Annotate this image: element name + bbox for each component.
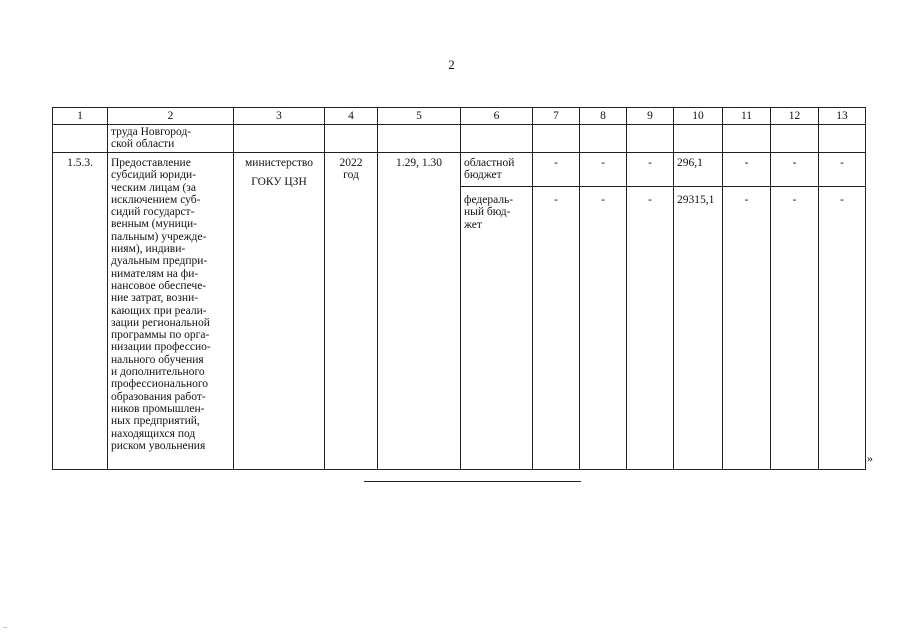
value-cell: - bbox=[723, 153, 771, 187]
text-line: программы по орга- bbox=[111, 329, 210, 342]
continuation-row bbox=[53, 125, 866, 153]
text-line: ческим лицам (за bbox=[111, 181, 196, 194]
text-line: профессионального bbox=[111, 378, 209, 391]
closing-quote-mark: » bbox=[867, 451, 873, 465]
column-number: 5 bbox=[378, 108, 461, 125]
text-line: ние затрат, возни- bbox=[111, 292, 199, 305]
empty-cell bbox=[533, 125, 580, 153]
text-line: находящихся под bbox=[111, 427, 196, 440]
text-line: пальным) учрежде- bbox=[111, 230, 207, 243]
text-line: труда Новгород- bbox=[111, 126, 192, 138]
column-number: 3 bbox=[234, 108, 325, 125]
text-line: кающих при реали- bbox=[111, 304, 207, 317]
column-numbers-row bbox=[53, 108, 866, 125]
column-number: 6 bbox=[461, 108, 533, 125]
text-line: венным (муници- bbox=[111, 218, 197, 231]
text-line: дуальным предпри- bbox=[111, 255, 208, 268]
value-cell: - bbox=[771, 153, 819, 187]
page-number: 2 bbox=[448, 57, 455, 72]
value-cell: - bbox=[771, 187, 819, 470]
executor-cell bbox=[234, 153, 325, 470]
text-line: областной bbox=[464, 157, 515, 169]
value-cell: - bbox=[819, 187, 866, 470]
continued-description-cell bbox=[108, 125, 234, 153]
column-number: 9 bbox=[627, 108, 674, 125]
value-cell: - bbox=[627, 187, 674, 470]
empty-cell bbox=[674, 125, 723, 153]
text-line: и дополнительного bbox=[111, 366, 205, 379]
column-number: 8 bbox=[580, 108, 627, 125]
value-cell: 29315,1 bbox=[674, 187, 723, 470]
period-cell bbox=[325, 153, 378, 470]
column-number: 1 bbox=[53, 108, 108, 125]
executor-ministry: министерство bbox=[245, 157, 313, 169]
value-cell: 296,1 bbox=[674, 153, 723, 187]
empty-cell bbox=[723, 125, 771, 153]
column-number: 12 bbox=[771, 108, 819, 125]
value-cell: - bbox=[819, 153, 866, 187]
value-cell: - bbox=[723, 187, 771, 470]
column-number: 4 bbox=[325, 108, 378, 125]
item-row-regional-budget bbox=[53, 153, 866, 187]
executor-employment-center: ГОКУ ЦЗН bbox=[251, 176, 307, 189]
text-line: нального обучения bbox=[111, 353, 204, 366]
program-activities-table bbox=[52, 107, 866, 470]
column-number: 2 bbox=[108, 108, 234, 125]
text-line: ных предприятий, bbox=[111, 415, 200, 428]
column-number: 11 bbox=[723, 108, 771, 125]
text-line: образования работ- bbox=[111, 390, 206, 403]
item-number: 1.5.3. bbox=[53, 153, 108, 470]
period-year: 2022 bbox=[339, 157, 363, 169]
column-number: 7 bbox=[533, 108, 580, 125]
empty-cell bbox=[771, 125, 819, 153]
column-number: 13 bbox=[819, 108, 866, 125]
text-line: субсидий юриди- bbox=[111, 169, 197, 182]
empty-cell bbox=[378, 125, 461, 153]
empty-cell bbox=[234, 125, 325, 153]
empty-cell bbox=[325, 125, 378, 153]
value-cell: - bbox=[533, 187, 580, 470]
end-divider bbox=[364, 481, 581, 482]
text-line: исключением суб- bbox=[111, 193, 201, 206]
period-unit: год bbox=[343, 169, 359, 182]
scan-speck bbox=[3, 627, 7, 628]
item-description bbox=[108, 153, 234, 470]
funding-source-cell bbox=[461, 153, 533, 187]
empty-cell bbox=[819, 125, 866, 153]
value-cell: - bbox=[533, 153, 580, 187]
funding-source-cell bbox=[461, 187, 533, 470]
value-cell: - bbox=[580, 187, 627, 470]
text-line: ный бюд- bbox=[464, 206, 511, 219]
text-line: бюджет bbox=[464, 169, 502, 182]
text-line: сидий государст- bbox=[111, 206, 195, 219]
text-line: нансовое обеспече- bbox=[111, 279, 207, 292]
text-line: низации профессио- bbox=[111, 341, 211, 354]
text-line: нимателям на фи- bbox=[111, 267, 199, 280]
text-line: зации региональной bbox=[111, 316, 210, 329]
text-line: ников промышлен- bbox=[111, 402, 205, 415]
empty-cell bbox=[580, 125, 627, 153]
indicators-cell: 1.29, 1.30 bbox=[378, 153, 461, 470]
value-cell: - bbox=[580, 153, 627, 187]
text-line: ской области bbox=[111, 138, 175, 151]
empty-cell bbox=[627, 125, 674, 153]
column-number: 10 bbox=[674, 108, 723, 125]
text-line: ниям), индиви- bbox=[111, 243, 186, 256]
text-line: жет bbox=[464, 218, 482, 231]
value-cell: - bbox=[627, 153, 674, 187]
text-line: риском увольнения bbox=[111, 439, 206, 452]
text-line: федераль- bbox=[464, 194, 514, 206]
text-line: Предоставление bbox=[111, 157, 191, 169]
empty-cell bbox=[53, 125, 108, 153]
empty-cell bbox=[461, 125, 533, 153]
